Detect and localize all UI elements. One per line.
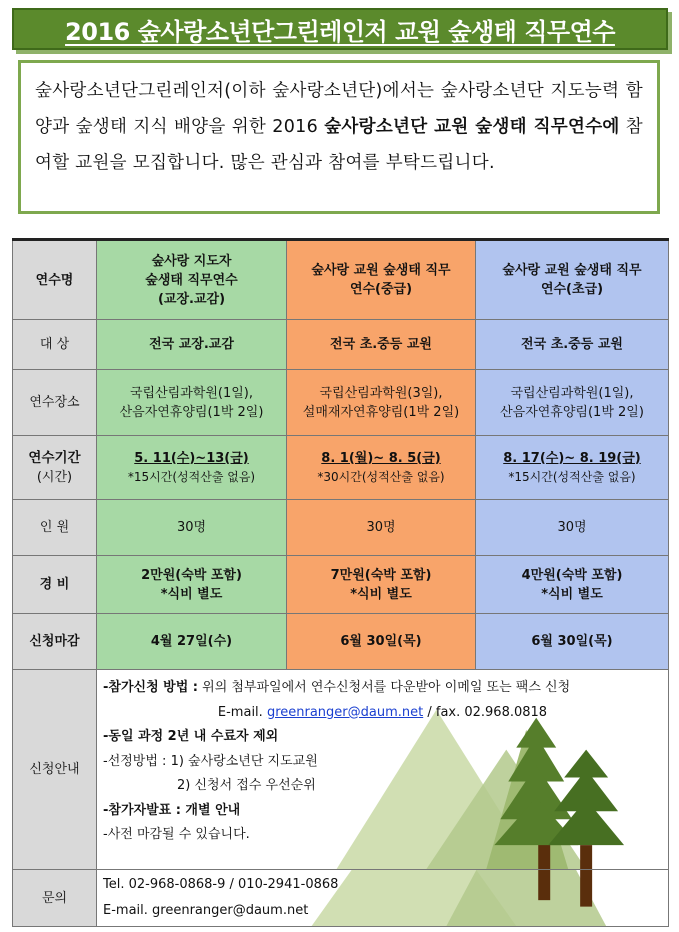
contact-email: E-mail. greenranger@daum.net: [103, 903, 309, 918]
course-2-name-line: 숲사랑 교원 숲생태 직무: [311, 263, 451, 278]
label-target: 대 상: [13, 320, 97, 370]
course-2-name-line: 연수(중급): [349, 282, 413, 297]
course-3-place-line: 산음자연휴양림(1박 2일): [500, 404, 644, 420]
course-2-cost: [287, 556, 476, 614]
course-1-name-line: 숲사랑 지도자: [151, 253, 232, 269]
course-1-name: [97, 240, 287, 320]
contact-tel: Tel. 02-968-0868-9 / 010-2941-0868: [103, 877, 339, 892]
course-1-cost-note: *식비 별도: [160, 586, 223, 602]
label-period-sub: (시간): [36, 469, 73, 485]
intro-bold-text: 숲사랑소년단 교원 숲생태 직무연수에: [324, 117, 620, 137]
course-2-cost-note: *식비 별도: [350, 586, 412, 602]
row-period: [13, 436, 669, 500]
course-3-name-line: 연수(초급): [540, 282, 604, 297]
guide-method-text: 위의 첨부파일에서 연수신청서를 다운받아 이메일 또는 팩스 신청: [198, 680, 571, 695]
course-1-deadline: 4월 27일(수): [97, 614, 287, 670]
course-2-place: [287, 370, 476, 436]
course-1-name-line: (교장.교감): [157, 291, 226, 307]
row-target: [13, 320, 669, 370]
guide-content: [97, 670, 668, 852]
course-1-place-line: 국립산림과학원(1일),: [129, 385, 253, 401]
course-1-place-line: 산음자연휴양림(1박 2일): [119, 404, 264, 420]
course-3-target: 전국 초.중등 교원: [476, 320, 669, 370]
course-2-place-line: 설매재자연휴양림(1박 2일): [302, 404, 460, 420]
row-people: [13, 500, 669, 556]
intro-text: 숲사랑소년단그린레인저(이하 숲사랑소년단)에서는 숲사랑소년단 지도능력 함양과 숲생태 지식 배양을 위한 2016: [35, 81, 643, 137]
course-3-place-line: 국립산림과학원(1일),: [510, 385, 634, 401]
contact-cell: [97, 870, 669, 927]
label-people: 인 원: [13, 500, 97, 556]
label-place: 연수장소: [13, 370, 97, 436]
course-1-period-dates: 5. 11(수)~13(금): [134, 450, 249, 466]
course-3-name-line: 숲사랑 교원 숲생태 직무: [502, 263, 642, 278]
guide-method-label: -참가신청 방법 :: [103, 680, 198, 695]
guide-email-prefix: E-mail.: [217, 704, 267, 720]
label-guide: 신청안내: [13, 670, 97, 870]
course-3-people: 30명: [476, 500, 669, 556]
guide-cell: [97, 670, 669, 870]
row-guide: [13, 670, 669, 870]
course-3-cost: [476, 556, 669, 614]
course-3-period-note: *15시간(성적산출 없음): [508, 469, 636, 484]
row-contact: [13, 870, 669, 927]
course-2-target: 전국 초.중등 교원: [287, 320, 476, 370]
course-1-cost-value: 2만원(숙박 포함): [141, 567, 242, 583]
course-2-name: [287, 240, 476, 320]
course-3-place: [476, 370, 669, 436]
course-1-cost: [97, 556, 287, 614]
label-course-name: 연수명: [13, 240, 97, 320]
course-3-deadline: 6월 30일(목): [476, 614, 669, 670]
guide-method: [103, 676, 662, 701]
row-cost: [13, 556, 669, 614]
guide-early-close: -사전 마감될 수 있습니다.: [103, 827, 250, 842]
guide-select-2: 2) 신청서 접수 우선순위: [177, 778, 316, 793]
row-place: [13, 370, 669, 436]
title-banner: [12, 8, 668, 50]
course-1-period: [97, 436, 287, 500]
course-2-place-line: 국립산림과학원(3일),: [319, 385, 443, 401]
label-period: [13, 436, 97, 500]
email-link[interactable]: greenranger@daum.net: [266, 704, 424, 720]
intro-text-end: 참여할 교원을 모집합니다. 많은 관심과 참여를 부탁드립니다.: [35, 117, 643, 173]
course-2-deadline: 6월 30일(목): [287, 614, 476, 670]
course-2-cost-value: 7만원(숙박 포함): [330, 567, 432, 583]
guide-contact-line: [103, 701, 662, 726]
course-1-people: 30명: [97, 500, 287, 556]
label-cost: 경 비: [13, 556, 97, 614]
page-title: 2016 숲사랑소년단그린레인저 교원 숲생태 직무연수: [65, 17, 615, 46]
course-2-period: [287, 436, 476, 500]
course-1-period-note: *15시간(성적산출 없음): [127, 469, 256, 484]
course-table: [12, 238, 669, 927]
course-3-cost-value: 4만원(숙박 포함): [521, 567, 623, 583]
course-2-people: 30명: [287, 500, 476, 556]
course-1-place: [97, 370, 287, 436]
contact-content: [97, 870, 668, 926]
guide-announce: -참가자발표 : 개별 안내: [103, 802, 241, 818]
course-2-period-note: *30시간(성적산출 없음): [317, 469, 445, 484]
label-deadline: 신청마감: [13, 614, 97, 670]
row-course-name: [13, 240, 669, 320]
course-3-name: [476, 240, 669, 320]
course-1-name-line: 숲생태 직무연수: [145, 272, 238, 288]
course-1-target: 전국 교장.교감: [97, 320, 287, 370]
label-contact: 문의: [13, 870, 97, 927]
course-3-period-dates: 8. 17(수)~ 8. 19(금): [503, 450, 641, 466]
guide-fax: / fax. 02.968.0818: [423, 704, 548, 720]
course-3-period: [476, 436, 669, 500]
course-2-period-dates: 8. 1(월)~ 8. 5(금): [321, 450, 441, 466]
intro-box: [18, 60, 660, 214]
row-deadline: [13, 614, 669, 670]
course-3-cost-note: *식비 별도: [541, 586, 603, 602]
guide-select-1: -선정방법 : 1) 숲사랑소년단 지도교원: [103, 753, 318, 769]
label-period-text: 연수기간: [28, 449, 81, 466]
guide-exclude: -동일 과정 2년 내 수료자 제외: [103, 729, 279, 744]
